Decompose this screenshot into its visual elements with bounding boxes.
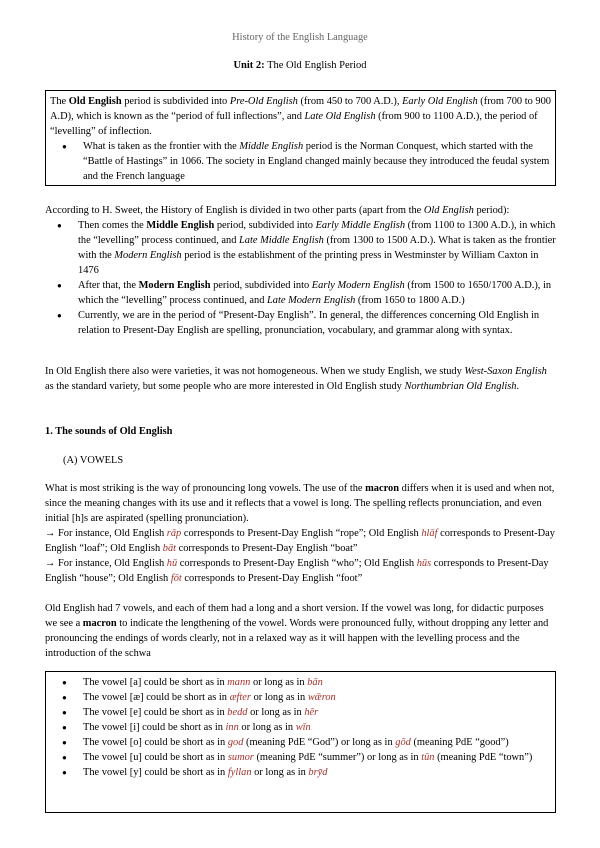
vowel-item: ● The vowel [u] could be short as in sumor (meaning PdE “summer”) or long as in tūn (meaning PdE “town”) bbox=[50, 750, 551, 765]
vowel-item: ● The vowel [o] could be short as in god (meaning PdE “God”) or long as in gōd (meaning PdE “good”) bbox=[50, 735, 551, 750]
varieties-paragraph: In Old English there also were varieties, it was not homogeneous. When we study English, we study West-Saxon English as the standard variety, but some people who are more interested in Old English study Northumbrian Old English. bbox=[45, 366, 547, 392]
vowel-item: ● The vowel [y] could be short as in fyllan or long as in brȳd bbox=[50, 765, 551, 780]
summary-box bbox=[45, 90, 556, 186]
period-list-item: ● After that, the Modern English period, subdivided into Early Modern English (from 1500 to 1650/1700 A.D.), in which the “levelling” process continued, and Late Modern English (from 1650 to 1800 A.D.) bbox=[45, 278, 558, 308]
vowel-item: ● The vowel [i] could be short as in inn or long as in wīn bbox=[50, 720, 551, 735]
sweet-paragraph: According to H. Sweet, the History of English is divided in two other parts (apart from the Old English period): bbox=[45, 205, 510, 216]
example-line: → For instance, Old English rāp corresponds to Present-Day English “rope”; Old English hlāf corresponds to Present-Day English “loaf”; Old English bāt corresponds to Present-Day English “boat” bbox=[45, 528, 555, 554]
period-list bbox=[45, 218, 558, 338]
subsection-heading: (A) VOWELS bbox=[63, 455, 124, 466]
vowel-box bbox=[45, 671, 556, 813]
period-list-item: ● Then comes the Middle English period, subdivided into Early Middle English (from 1100 to 1300 A.D.), in which the “levelling” process continued, and Late Middle English (from 1300 to 1500 A.D.). What is taken as the frontier with the Modern English period is the establishment of the printing press in Westminster by William Caxton in 1476 bbox=[45, 218, 558, 278]
vowel-item: ● The vowel [e] could be short as in bedd or long as in hēr bbox=[50, 705, 551, 720]
long-vowels-paragraph bbox=[45, 481, 558, 586]
unit-label: Unit 2: bbox=[233, 60, 265, 71]
paragraph-line: What is most striking is the way of pronouncing long vowels. The use of the macron differs when it is used and when not, since the meaning changes with its use and it reflects that a vowel is long. The spelling reflects pronunciation, and even initial [h]s are aspirated (spelling pronunciation). bbox=[45, 483, 555, 524]
box1-list bbox=[50, 139, 551, 184]
box1-paragraph: The Old English period is subdivided into Pre-Old English (from 450 to 700 A.D.), Early Old English (from 700 to 900 A.D), which is known as the “period of full inflections”, and Late Old English (from 900 to 1100 A.D.), the period of “levelling” of inflection. bbox=[50, 96, 551, 137]
unit-title bbox=[0, 58, 600, 73]
section-heading: 1. The sounds of Old English bbox=[45, 426, 173, 437]
vowel-item: ● The vowel [æ] could be short as in æfter or long as in wǣron bbox=[50, 690, 551, 705]
period-list-item: ● Currently, we are in the period of “Present-Day English”. In general, the differences concerning Old English in relation to Present-Day English are spelling, pronunciation, vocabulary, and grammar along with syntax. bbox=[45, 308, 558, 338]
vowel-list bbox=[50, 675, 551, 780]
example-line: → For instance, Old English hū corresponds to Present-Day English “who”; Old English hūs corresponds to Present-Day English “house”; Old English fōt corresponds to Present-Day English “foot” bbox=[45, 558, 549, 584]
box1-bullet: ● What is taken as the frontier with the Middle English period is the Norman Conquest, which started with the “Battle of Hastings” in 1066. The society in England changed mainly because they introduced the feudal system and the French language bbox=[50, 139, 551, 184]
unit-name: The Old English Period bbox=[264, 60, 367, 71]
document-header: History of the English Language bbox=[232, 32, 368, 43]
seven-vowels-paragraph: Old English had 7 vowels, and each of them had a long and a short version. If the vowel was long, for didactic purposes we see a macron to indicate the lengthening of the vowel. Words were pronounced fully, without dropping any letter and pronouncing the endings of words clearly, not in a relaxed way as it will happen with the levelling process and the introduction of the schwa bbox=[45, 603, 549, 659]
vowel-item: ● The vowel [a] could be short as in mann or long as in bān bbox=[50, 675, 551, 690]
